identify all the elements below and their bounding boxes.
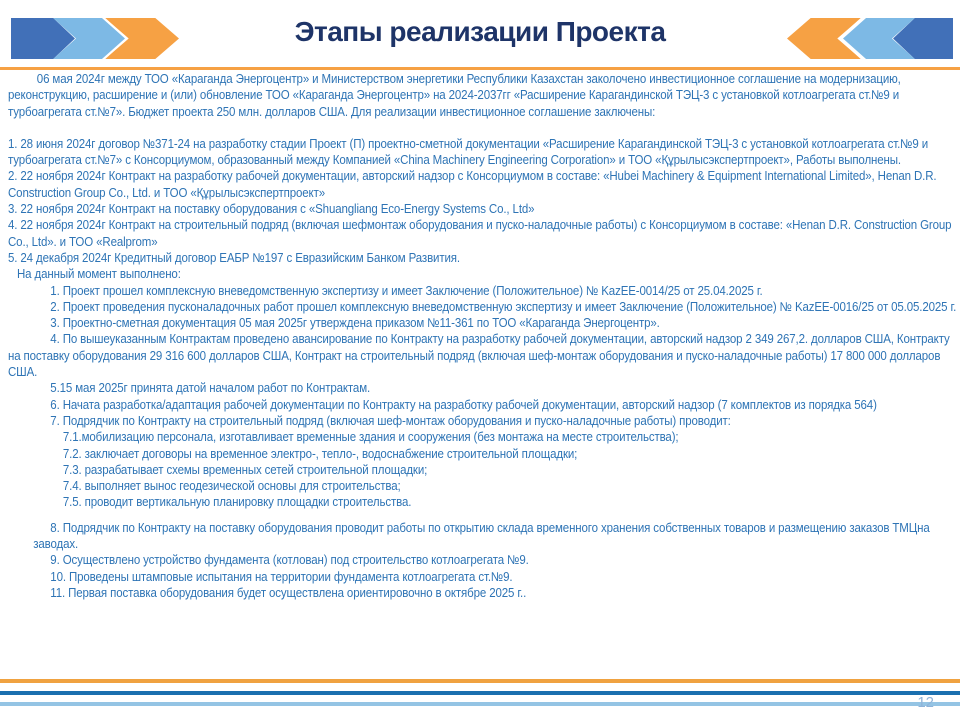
body-paragraph: 06 мая 2024г между ТОО «Караганда Энергоцентр» и Министерством энергетики Республики Казахстан заколочено инвестиционное соглашение на модернизацию, реконструкцию, расширение и (или) обновление ТОО «Караганда Энергоцентр» на 2024-2037гг «Расширение Карагандинской ТЭЦ-3 с установкой котлоагрегата ст.№9 и турбоагрегата ст.№7». Бюджет проекта 250 млн. долларов США. Для реализации инвестиционное соглашение заключены:	[8, 71, 901, 119]
chevrons-left	[8, 15, 188, 62]
body-paragraph: 7. Подрядчик по Контракту на строительный подряд (включая шеф-монтаж оборудования и пуско-наладочные работы) проводит:	[50, 412, 731, 428]
page-title: Этапы реализации Проекта	[294, 16, 666, 47]
body-paragraph: 4. 22 ноября 2024г Контракт на строительный подряд (включая шефмонтаж оборудования и пуско-наладочные работы) с Консорциумом в составе: «Henan D.R. Construction Group Co., Ltd». и ТОО «Realprom»	[8, 217, 952, 249]
body-paragraph: 5.15 мая 2025г принята датой началом работ по Контрактам.	[50, 380, 371, 396]
body-paragraph: 7.2. заключает договоры на временное электро-, тепло-, водоснабжение строительной площадки;	[62, 445, 578, 461]
body-paragraph: 8. Подрядчик по Контракту на поставку оборудования проводит работы по открытию склада временного хранения собственных товаров и размещению заказов ТМЦна заводах.	[33, 519, 930, 552]
footer-rule-dark-blue	[0, 691, 960, 695]
body-paragraph: На данный момент выполнено:	[17, 266, 181, 282]
body-paragraph: 2. 22 ноября 2024г Контракт на разработку рабочей документации, авторский надзор с Консорциумом в составе: «Hubei Machinery & Equipment International Limited», Henan D.R. Construction Group Co., Ltd. и ТОО «Құрылысэкспертпроект»	[8, 168, 937, 200]
chevrons-right	[784, 15, 956, 62]
body-spacer	[8, 120, 958, 136]
body-paragraph: 6. Начата разработка/адаптация рабочей документации по Контракту на разработку рабочей документации, авторский надзор (7 комплектов из порядка 564)	[50, 396, 877, 412]
body-paragraph: 3. 22 ноября 2024г Контракт на поставку оборудования с «Shuangliang Eco-Energy Systems Co., Ltd»	[8, 201, 535, 217]
body-paragraph: 4. По вышеуказанным Контрактам проведено авансирование по Контракту на разработку рабочей документации, авторский надзор 2 349 267,2. долларов США, Контракту на поставку оборудования 29 316 600 долларов США, Контракт на строительный подряд (включая шеф-монтаж оборудования и пуско-наладочные работы) 17 800 000 долларов США.	[8, 331, 950, 380]
footer-rule-light-blue	[0, 702, 960, 706]
page-number: 12	[917, 694, 934, 711]
body-paragraph: 9. Осуществлено устройство фундамента (котлован) под строительство котлоагрегата №9.	[50, 552, 529, 568]
body-paragraph: 7.5. проводит вертикальную планировку площадки строительства.	[62, 494, 412, 510]
body-paragraph: 3. Проектно-сметная документация 05 мая 2025г утверждена приказом №11-361 по ТОО «Караганда Энергоцентр».	[50, 315, 660, 331]
body-paragraph: 1. Проект прошел комплексную вневедомственную экспертизу и имеет Заключение (Положительное) № KazEE-0014/25 от 25.04.2025 г.	[50, 282, 763, 298]
body-paragraph: 11. Первая поставка оборудования будет осуществлена ориентировочно в октябре 2025 г..	[50, 584, 527, 600]
body-paragraph: 7.1.мобилизацию персонала, изготавливает временные здания и сооружения (без монтажа на месте строительства);	[62, 429, 679, 445]
body-paragraph: 5. 24 декабря 2024г Кредитный договор ЕАБР №197 с Евразийским Банком Развития.	[8, 249, 460, 265]
body-paragraph: 7.3. разрабатывает схемы временных сетей строительной площадки;	[62, 461, 428, 477]
footer-rule-orange	[0, 679, 960, 683]
body-paragraph: 2. Проект проведения пусконаладочных работ прошел комплексную вневедомственную экспертизу и имеет Заключение (Положительное) № KazEE-0016/25 от 05.05.2025 г.	[50, 298, 957, 314]
body-paragraph: 10. Проведены штамповые испытания на территории фундамента котлоагрегата ст.№9.	[50, 568, 513, 584]
body-paragraph: 1. 28 июня 2024г договор №371-24 на разработку стадии Проект (П) проектно-сметной документации «Расширение Карагандинской ТЭЦ-3 с установкой котлоагрегата ст.№9 и турбоагрегата ст.№7» с Консорциумом, образованный между Компанией «China Machinery Engineering Corporation» и ТОО «Құрылысэкспертпроект», Работы выполнены.	[8, 135, 929, 168]
body-paragraph: 7.4. выполняет вынос геодезической основы для строительства;	[62, 478, 401, 494]
body-spacer	[8, 511, 958, 520]
header-rule	[0, 67, 960, 70]
slide-body	[8, 71, 958, 601]
